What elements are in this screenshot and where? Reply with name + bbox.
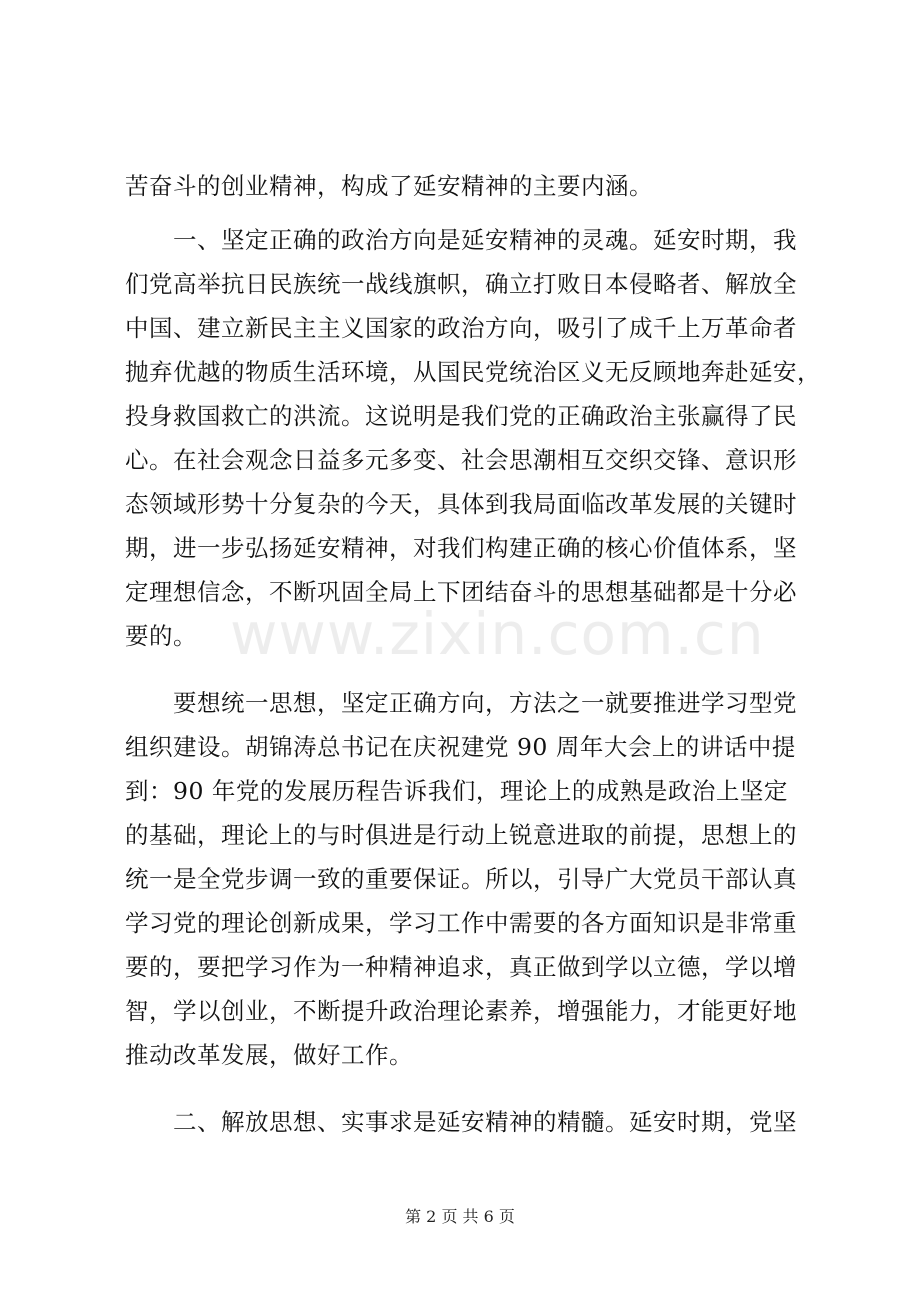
text-line: 到：90 年党的发展历程告诉我们，理论上的成熟是政治上坚定 xyxy=(125,777,788,805)
text-line: 定理想信念，不断巩固全局上下团结奋斗的思想基础都是十分必 xyxy=(125,578,797,606)
text-line: 二、解放思想、实事求是延安精神的精髓。延安时期，党坚 xyxy=(125,1108,797,1136)
text-line: 组织建设。胡锦涛总书记在庆祝建党 90 周年大会上的讲话中提 xyxy=(125,733,796,761)
text-line: 投身救国救亡的洪流。这说明是我们党的正确政治主张赢得了民 xyxy=(125,402,797,430)
text-line: 学习党的理论创新成果，学习工作中需要的各方面知识是非常重 xyxy=(125,909,797,937)
text-line: 要想统一思想，坚定正确方向，方法之一就要推进学习型党 xyxy=(125,689,797,717)
text-line: 智，学以创业，不断提升政治理论素养，增强能力，才能更好地 xyxy=(125,997,797,1025)
watermark: www.zixin.com.cn xyxy=(230,600,765,668)
text-line: 要的，要把学习作为一种精神追求，真正做到学以立德，学以增 xyxy=(125,953,797,981)
text-line: 中国、建立新民主主义国家的政治方向，吸引了成千上万革命者 xyxy=(125,314,797,342)
text-line: 期，进一步弘扬延安精神，对我们构建正确的核心价值体系，坚 xyxy=(125,534,797,562)
text-line: 推动改革发展，做好工作。 xyxy=(125,1041,413,1069)
text-line: 心。在社会观念日益多元多变、社会思潮相互交织交锋、意识形 xyxy=(125,446,797,474)
text-line: 统一是全党步调一致的重要保证。所以，引导广大党员干部认真 xyxy=(125,865,797,893)
text-line: 们党高举抗日民族统一战线旗帜，确立打败日本侵略者、解放全 xyxy=(125,270,797,298)
text-line: 一、坚定正确的政治方向是延安精神的灵魂。延安时期，我 xyxy=(125,226,797,254)
text-line: 态领域形势十分复杂的今天，具体到我局面临改革发展的关键时 xyxy=(125,490,797,518)
text-line: 苦奋斗的创业精神，构成了延安精神的主要内涵。 xyxy=(125,172,653,200)
text-line: 要的。 xyxy=(125,622,197,650)
text-line: 抛弃优越的物质生活环境，从国民党统治区义无反顾地奔赴延安， xyxy=(125,358,821,386)
text-line: 的基础，理论上的与时俱进是行动上锐意进取的前提，思想上的 xyxy=(125,821,797,849)
page-number-footer: 第 2 页 共 6 页 xyxy=(405,1207,515,1226)
